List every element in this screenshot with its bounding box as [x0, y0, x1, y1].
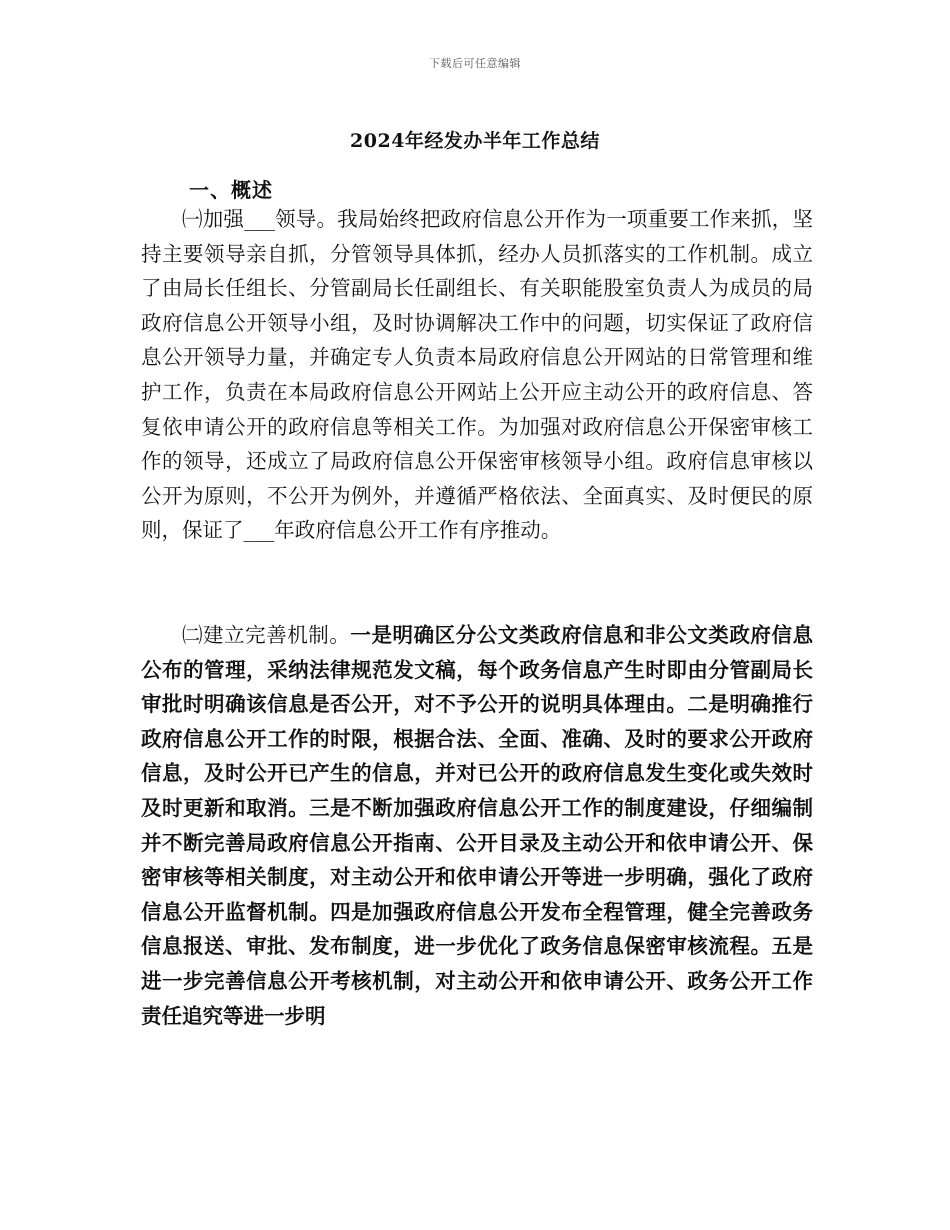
- paragraph-mechanism-lead: ㈡建立完善机制。: [182, 623, 351, 647]
- section-heading: 一、概述: [189, 178, 273, 202]
- document-title: 2024年经发办半年工作总结: [350, 130, 600, 152]
- header-note: 下载后可任意编辑: [429, 57, 521, 70]
- paragraph-leadership: [141, 202, 813, 548]
- paragraph-mechanism-bold: 一是明确区分公文类政府信息和非公文类政府信息公布的管理，采纳法律规范发文稿，每个政务信息产生时即由分管副局长审批时明确该信息是否公开，对不予公开的说明具体理由。二是明确推行政府信息公开工作的时限，根据合法、全面、准确、及时的要求公开政府信息，及时公开已产生的信息，并对已公开的政府信息发生变化或失效时及时更新和取消。三是不断加强政府信息公开工作的制度建设，仔细编制并不断完善局政府信息公开指南、公开目录及主动公开和依申请公开、保密审核等相关制度，对主动公开和依申请公开等进一步明确，强化了政府信息公开监督机制。四是加强政府信息公开发布全程管理，健全完善政务信息报送、审批、发布制度，进一步优化了政务信息保密审核流程。五是进一步完善信息公开考核机制，对主动公开和依申请公开、政务公开工作责任追究等进一步明: [141, 623, 814, 1028]
- paragraph-mechanism: [141, 618, 813, 1033]
- paragraph-leadership-text: ㈠加强___领导。我局始终把政府信息公开作为一项重要工作来抓，坚持主要领导亲自抓，分管领导具体抓，经办人员抓落实的工作机制。成立了由局长任组长、分管副局长任副组长、有关职能股室负责人为成员的局政府信息公开领导小组，及时协调解决工作中的问题，切实保证了政府信息公开领导力量，并确定专人负责本局政府信息公开网站的日常管理和维护工作，负责在本局政府信息公开网站上公开应主动公开的政府信息、答复依申请公开的政府信息等相关工作。为加强对政府信息公开保密审核工作的领导，还成立了局政府信息公开保密审核领导小组。政府信息审核以公开为原则，不公开为例外，并遵循严格依法、全面真实、及时便民的原则，保证了___年政府信息公开工作有序推动。: [141, 207, 813, 543]
- paragraph-mechanism-text: [141, 618, 813, 1033]
